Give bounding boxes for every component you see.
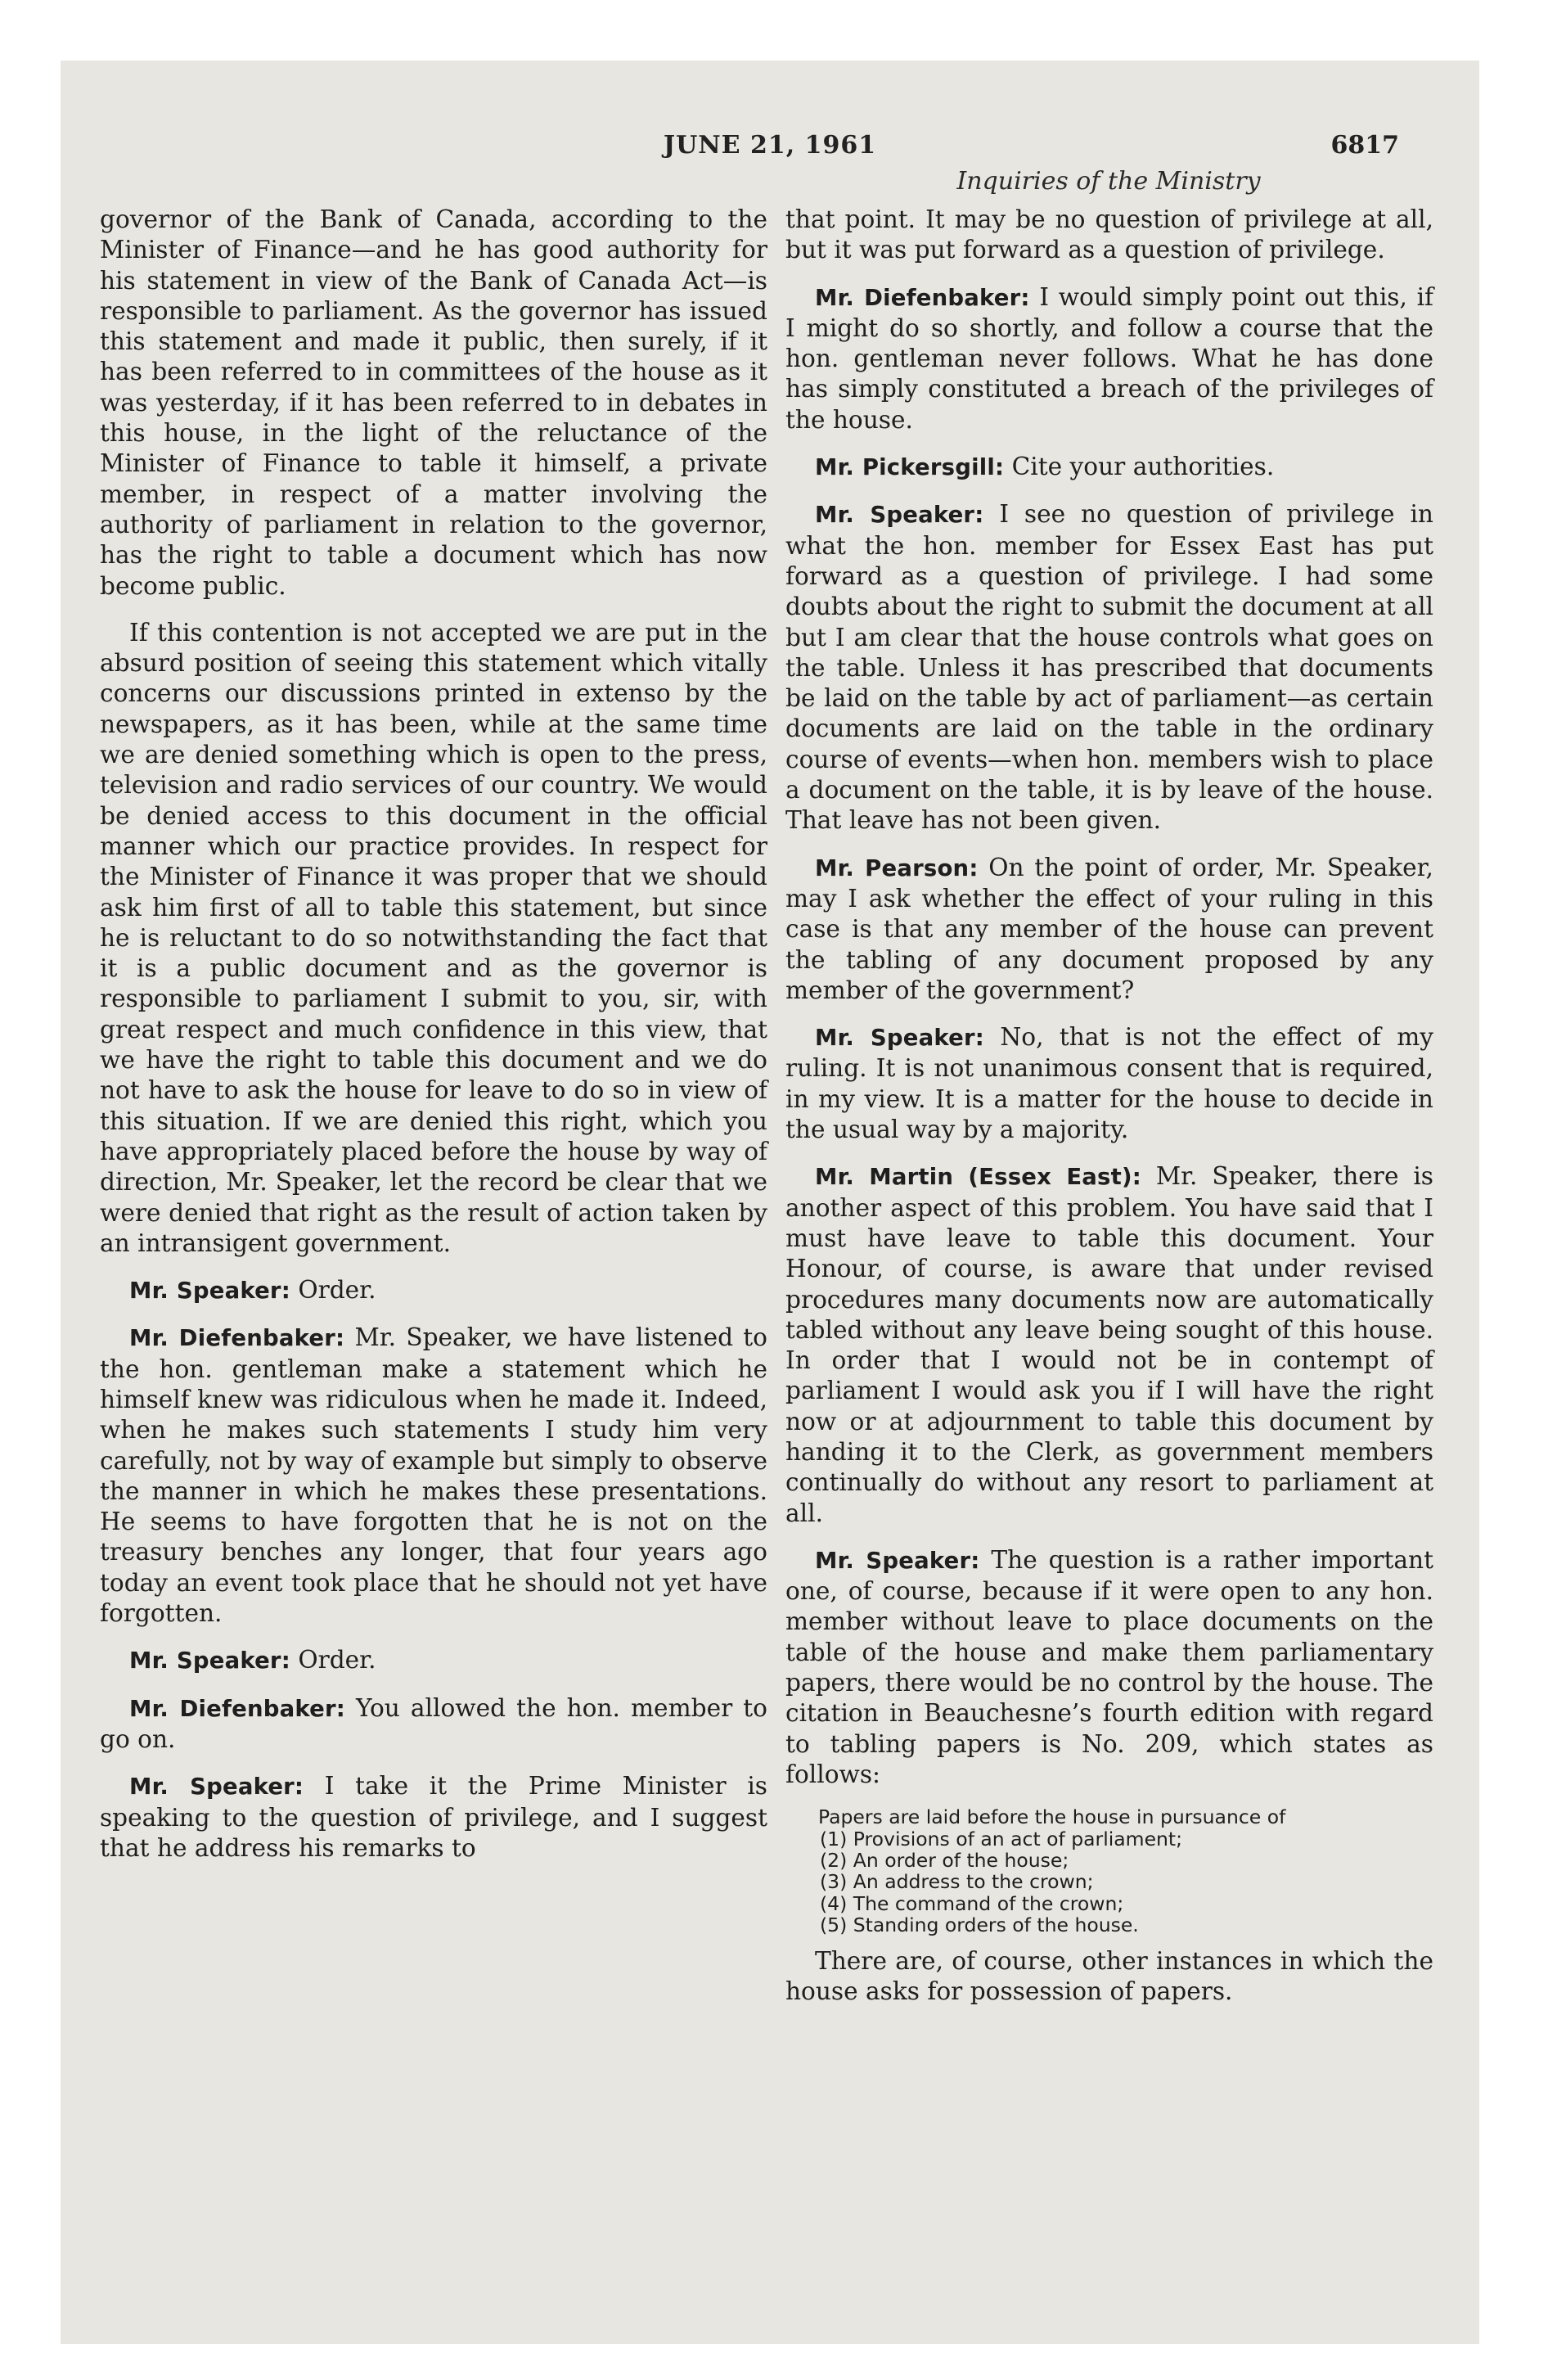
speaker-name: Mr. Diefenbaker:	[129, 1695, 345, 1722]
text-paragraph	[785, 205, 1433, 266]
paragraph-text: No, that is not the effect of my ruling. It is not unanimous consent that is required, in my view. It is a matter for the house to decide in the usual way by a majority.	[785, 1023, 1433, 1144]
paragraph-text: I would simply point out this, if I might do so shortly, and follow a course that the hon. gentleman never follows. What he has done has simply constituted a breach of the privileges of the house.	[785, 282, 1434, 434]
paragraph-text: I take it the Prime Minister is speaking to the question of privilege, and I suggest that he address his remarks to	[100, 1772, 767, 1862]
speech-paragraph	[100, 1275, 767, 1306]
speech-paragraph	[785, 853, 1433, 1006]
paragraph-text: Mr. Speaker, there is another aspect of this problem. You have said that I must have leave to table this document. Your Honour, of course, is aware that under revised procedures many documents now are automatically tabled without any leave being sought of this house. In order that I would not be in contempt of parliament I would ask you if I will have the right now or at adjournment to table this document by handing it to the Clerk, as government members continually do without any resort to parliament at all.	[785, 1162, 1433, 1527]
speaker-name: Mr. Speaker:	[129, 1774, 304, 1801]
paragraph-text: that point. It may be no question of privilege at all, but it was put forward as a question of privilege.	[785, 205, 1433, 264]
speaker-name: Mr. Diefenbaker:	[129, 1325, 345, 1352]
hansard-page	[61, 61, 1479, 2344]
speaker-name: Mr. Martin (Essex East):	[815, 1164, 1141, 1191]
speech-paragraph	[785, 282, 1433, 435]
speaker-name: Mr. Speaker:	[129, 1278, 290, 1305]
speaker-name: Mr. Speaker:	[815, 502, 984, 529]
quote-item: (3) An address to the crown;	[820, 1870, 1094, 1894]
text-paragraph	[100, 618, 767, 1259]
quote-item: (4) The command of the crown;	[820, 1891, 1124, 1915]
text-paragraph	[785, 1946, 1433, 2008]
paragraph-text: Order.	[298, 1646, 376, 1675]
page-number: 6817	[1330, 131, 1399, 160]
paragraph-text: On the point of order, Mr. Speaker, may I ask whether the effect of your ruling in this case is that any member of the house can prevent the tabling of any document proposed by any member of the government?	[785, 853, 1433, 1004]
quote-lead: Papers are laid before the house in pursuance of	[818, 1805, 1286, 1829]
header-date: JUNE 21, 1961	[663, 131, 877, 160]
paragraph-text: Cite your authorities.	[1011, 453, 1275, 481]
section-subheading: Inquiries of the Ministry	[956, 167, 1261, 196]
quote-item: (1) Provisions of an act of parliament;	[820, 1827, 1183, 1850]
right-paragraphs-before-quote	[785, 205, 1433, 1790]
paragraph-text: Mr. Speaker, we have listened to the hon. gentleman make a statement which he himself knew was ridiculous when he made it. Indeed, when he makes such statements I study him very carefully, not by way of example but simply to observe the manner in which he makes these presentations. He seems to have forgotten that he is not on the treasury benches any longer, that four years ago today an event took place that he should not yet have forgotten.	[100, 1323, 767, 1628]
right-paragraphs-after-quote	[785, 1946, 1433, 2008]
speech-paragraph	[785, 1022, 1433, 1145]
paragraph-text: If this contention is not accepted we are put in the absurd position of seeing this statement which vitally concerns our discussions printed in extenso by the newspapers, as it has been, while at the same time we are denied something which is open to the press, television and radio services of our country. We would be denied access to this document in the official manner which our practice provides. In respect for the Minister of Finance it was proper that we should ask him first of all to table this statement, but since he is reluctant to do so notwithstanding the fact that it is a public document and as the governor is responsible to parliament I submit to you, sir, with great respect and much confidence in this view, that we have the right to table this document and we do not have to ask the house for leave to do so in view of this situation. If we are denied this right, which you have appropriately placed before the house by way of direction, Mr. Speaker, let the record be clear that we were denied that right as the result of action taken by an intransigent government.	[100, 618, 767, 1257]
speech-paragraph	[100, 1645, 767, 1676]
speech-paragraph	[785, 452, 1433, 483]
left-column	[100, 205, 767, 1880]
speaker-name: Mr. Speaker:	[815, 1025, 984, 1052]
paragraph-text: You allowed the hon. member to go on.	[100, 1693, 767, 1753]
speech-paragraph	[785, 499, 1433, 836]
speaker-name: Mr. Speaker:	[815, 1547, 980, 1574]
quote-item: (2) An order of the house;	[820, 1849, 1069, 1873]
speech-paragraph	[785, 1161, 1433, 1529]
speaker-name: Mr. Pickersgill:	[815, 454, 1005, 481]
speech-paragraph	[785, 1545, 1433, 1790]
paragraph-text: There are, of course, other instances in which the house asks for possession of papers.	[785, 1946, 1433, 2005]
speech-paragraph	[100, 1323, 767, 1629]
speech-paragraph	[100, 1771, 767, 1864]
left-paragraphs	[100, 205, 767, 1864]
right-column	[785, 205, 1433, 2023]
speaker-name: Mr. Speaker:	[129, 1648, 290, 1675]
paragraph-text: Order.	[298, 1276, 376, 1305]
paragraph-text: I see no question of privilege in what the hon. member for Essex East has put forward as a question of privilege. I had some doubts about the right to submit the document at all but I am clear that the house controls what goes on the table. Unless it has prescribed that documents be laid on the table by act of parliament—as certain documents are laid on the table in the ordinary course of events—when hon. members wish to place a document on the table, it is by leave of the house. That leave has not been given.	[785, 500, 1433, 835]
page-header	[61, 131, 1479, 164]
speech-paragraph	[100, 1693, 767, 1756]
speaker-name: Mr. Diefenbaker:	[815, 284, 1030, 311]
block-quote	[818, 1806, 1433, 1936]
speaker-name: Mr. Pearson:	[815, 854, 979, 881]
paragraph-text: The question is a rather important one, of course, because if it were open to any hon. member without leave to place documents on the table of the house and make them parliamentary papers, there would be no control by the house. The citation in Beauchesne’s fourth edition with regard to tabling papers is No. 209, which states as follows:	[785, 1545, 1433, 1788]
text-paragraph	[100, 205, 767, 602]
quote-item: (5) Standing orders of the house.	[820, 1913, 1139, 1937]
paragraph-text: governor of the Bank of Canada, according to the Minister of Finance—and he has good authority for his statement in view of the Bank of Canada Act—is responsible to parliament. As the governor has issued this statement and made it public, then surely, if it has been referred to in committees of the house as it was yesterday, if it has been referred to in debates in this house, in the light of the reluctance of the Minister of Finance to table it himself, a private member, in respect of a matter involving the authority of parliament in relation to the governor, has the right to table a document which has now become public.	[100, 205, 767, 600]
